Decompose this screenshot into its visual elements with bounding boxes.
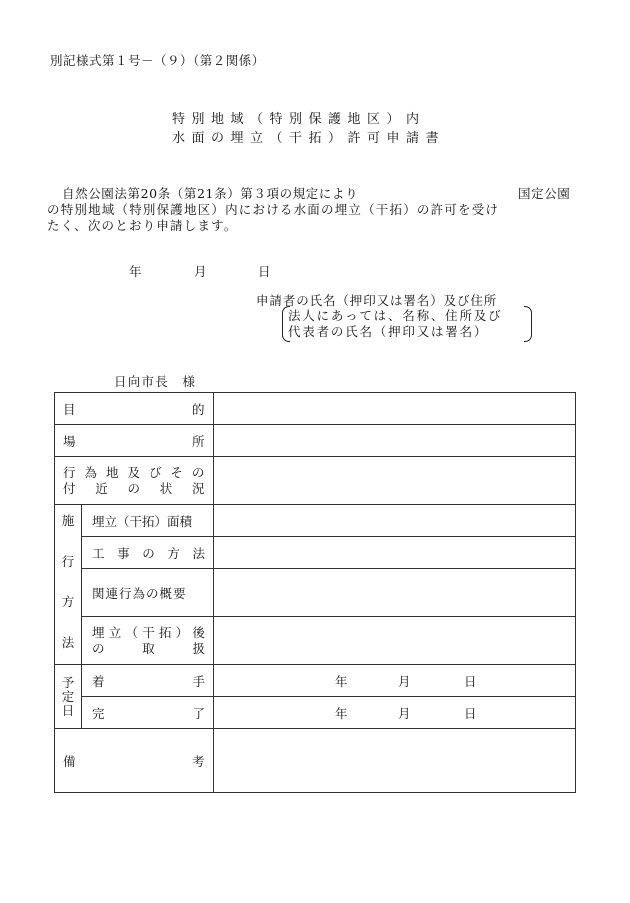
date-day-label: 日	[258, 264, 271, 279]
related-text: 関連行為の概要	[92, 585, 187, 601]
addressee: 日向市長 様	[114, 374, 197, 389]
after-char: 拓	[158, 624, 172, 640]
row-after	[55, 617, 576, 665]
body-line1a: 自然公園法第20条（第21条）第３項の規定により	[62, 186, 359, 201]
finish-char: 完	[92, 705, 105, 721]
area-text: 埋立（干拓）面積	[92, 513, 193, 529]
place-value[interactable]	[214, 425, 576, 457]
after-value[interactable]	[214, 617, 576, 665]
after-char: 立	[108, 624, 122, 640]
finish-date-value[interactable]	[214, 697, 576, 729]
work-method-char: 法	[192, 545, 205, 561]
site-char: 為	[84, 464, 98, 480]
work-method-char: 工	[92, 545, 105, 561]
area-value[interactable]	[214, 505, 576, 537]
work-method-value[interactable]	[214, 537, 576, 569]
purpose-char: 目	[63, 401, 77, 417]
method-char: 施	[61, 513, 75, 528]
site-char: 付	[63, 480, 77, 496]
site-char: 状	[159, 480, 173, 496]
place-char: 所	[191, 433, 205, 449]
work-method-label	[82, 537, 214, 569]
remarks-char: 備	[63, 753, 77, 769]
finish-label	[82, 697, 214, 729]
finish-char: 了	[192, 705, 205, 721]
row-place	[55, 425, 576, 457]
work-method-char: の	[142, 545, 155, 561]
start-month-label: 月	[398, 673, 411, 689]
start-year-label: 年	[335, 673, 348, 689]
site-char: 況	[191, 480, 205, 496]
schedule-char: 定	[61, 688, 75, 704]
area-label	[82, 505, 214, 537]
site-value[interactable]	[214, 457, 576, 505]
row-purpose	[55, 393, 576, 425]
date-year-label: 年	[129, 264, 142, 279]
site-char: 近	[95, 480, 109, 496]
applicant-line2: 法人にあっては、名称、住所及び	[288, 308, 503, 323]
method-char: 方	[61, 594, 75, 610]
after-label	[82, 617, 214, 665]
purpose-value[interactable]	[214, 393, 576, 425]
site-char: の	[127, 480, 141, 496]
site-char: び	[148, 464, 162, 480]
place-label	[55, 425, 214, 457]
finish-day-label: 日	[464, 705, 477, 721]
body-line3: たく、次のとおり申請します。	[47, 218, 238, 233]
site-char: 行	[63, 464, 77, 480]
after-char: 取	[142, 640, 155, 656]
application-table	[54, 392, 576, 793]
row-start	[55, 665, 576, 697]
row-related	[55, 569, 576, 617]
after-char: ）	[175, 624, 189, 640]
related-value[interactable]	[214, 569, 576, 617]
applicant-bracket-right	[524, 306, 532, 342]
applicant-line1: 申請者の氏名（押印又は署名）及び住所	[256, 293, 498, 308]
site-char: 及	[127, 464, 141, 480]
site-label	[55, 457, 214, 505]
row-area	[55, 505, 576, 537]
finish-month-label: 月	[398, 705, 411, 721]
finish-year-label: 年	[335, 705, 348, 721]
start-day-label: 日	[464, 673, 477, 689]
row-work-method	[55, 537, 576, 569]
after-char: 扱	[192, 640, 205, 656]
site-char: の	[191, 464, 205, 480]
purpose-char: 的	[191, 401, 205, 417]
related-label	[82, 569, 214, 617]
start-char: 着	[92, 673, 105, 689]
form-title-line2: 水面の埋立（干拓）許可申請書	[172, 131, 446, 146]
after-char: （	[125, 624, 138, 640]
row-remarks	[55, 729, 576, 793]
form-title-line1: 特別地域（特別保護地区）内	[172, 112, 426, 127]
remarks-label	[55, 729, 214, 793]
body-line2: の特別地域（特別保護地区）内における水面の埋立（干拓）の許可を受け	[47, 202, 500, 217]
row-site	[55, 457, 576, 505]
remarks-value[interactable]	[214, 729, 576, 793]
method-char: 行	[61, 553, 75, 569]
work-method-char: 事	[117, 545, 130, 561]
site-char: 地	[105, 464, 119, 480]
after-char: 後	[192, 624, 205, 640]
work-method-char: 方	[167, 545, 180, 561]
start-char: 手	[192, 673, 205, 689]
schedule-group-label	[55, 665, 82, 729]
body-line1b: 国定公園	[518, 186, 571, 201]
after-char: の	[92, 640, 105, 656]
method-group-label	[55, 505, 82, 665]
form-number: 別記様式第１号－（９）（第２関係）	[50, 53, 265, 68]
row-finish	[55, 697, 576, 729]
site-char: そ	[170, 464, 184, 480]
method-char: 法	[61, 634, 75, 650]
schedule-char: 日	[61, 702, 75, 718]
date-month-label: 月	[194, 264, 207, 279]
start-date-value[interactable]	[214, 665, 576, 697]
purpose-label	[55, 393, 214, 425]
start-label	[82, 665, 214, 697]
applicant-line3: 代表者の氏名（押印又は署名）	[288, 324, 489, 339]
after-char: 干	[142, 624, 155, 640]
schedule-char: 予	[61, 674, 75, 690]
place-char: 場	[63, 433, 77, 449]
remarks-char: 考	[191, 753, 205, 769]
after-char: 埋	[92, 624, 105, 640]
